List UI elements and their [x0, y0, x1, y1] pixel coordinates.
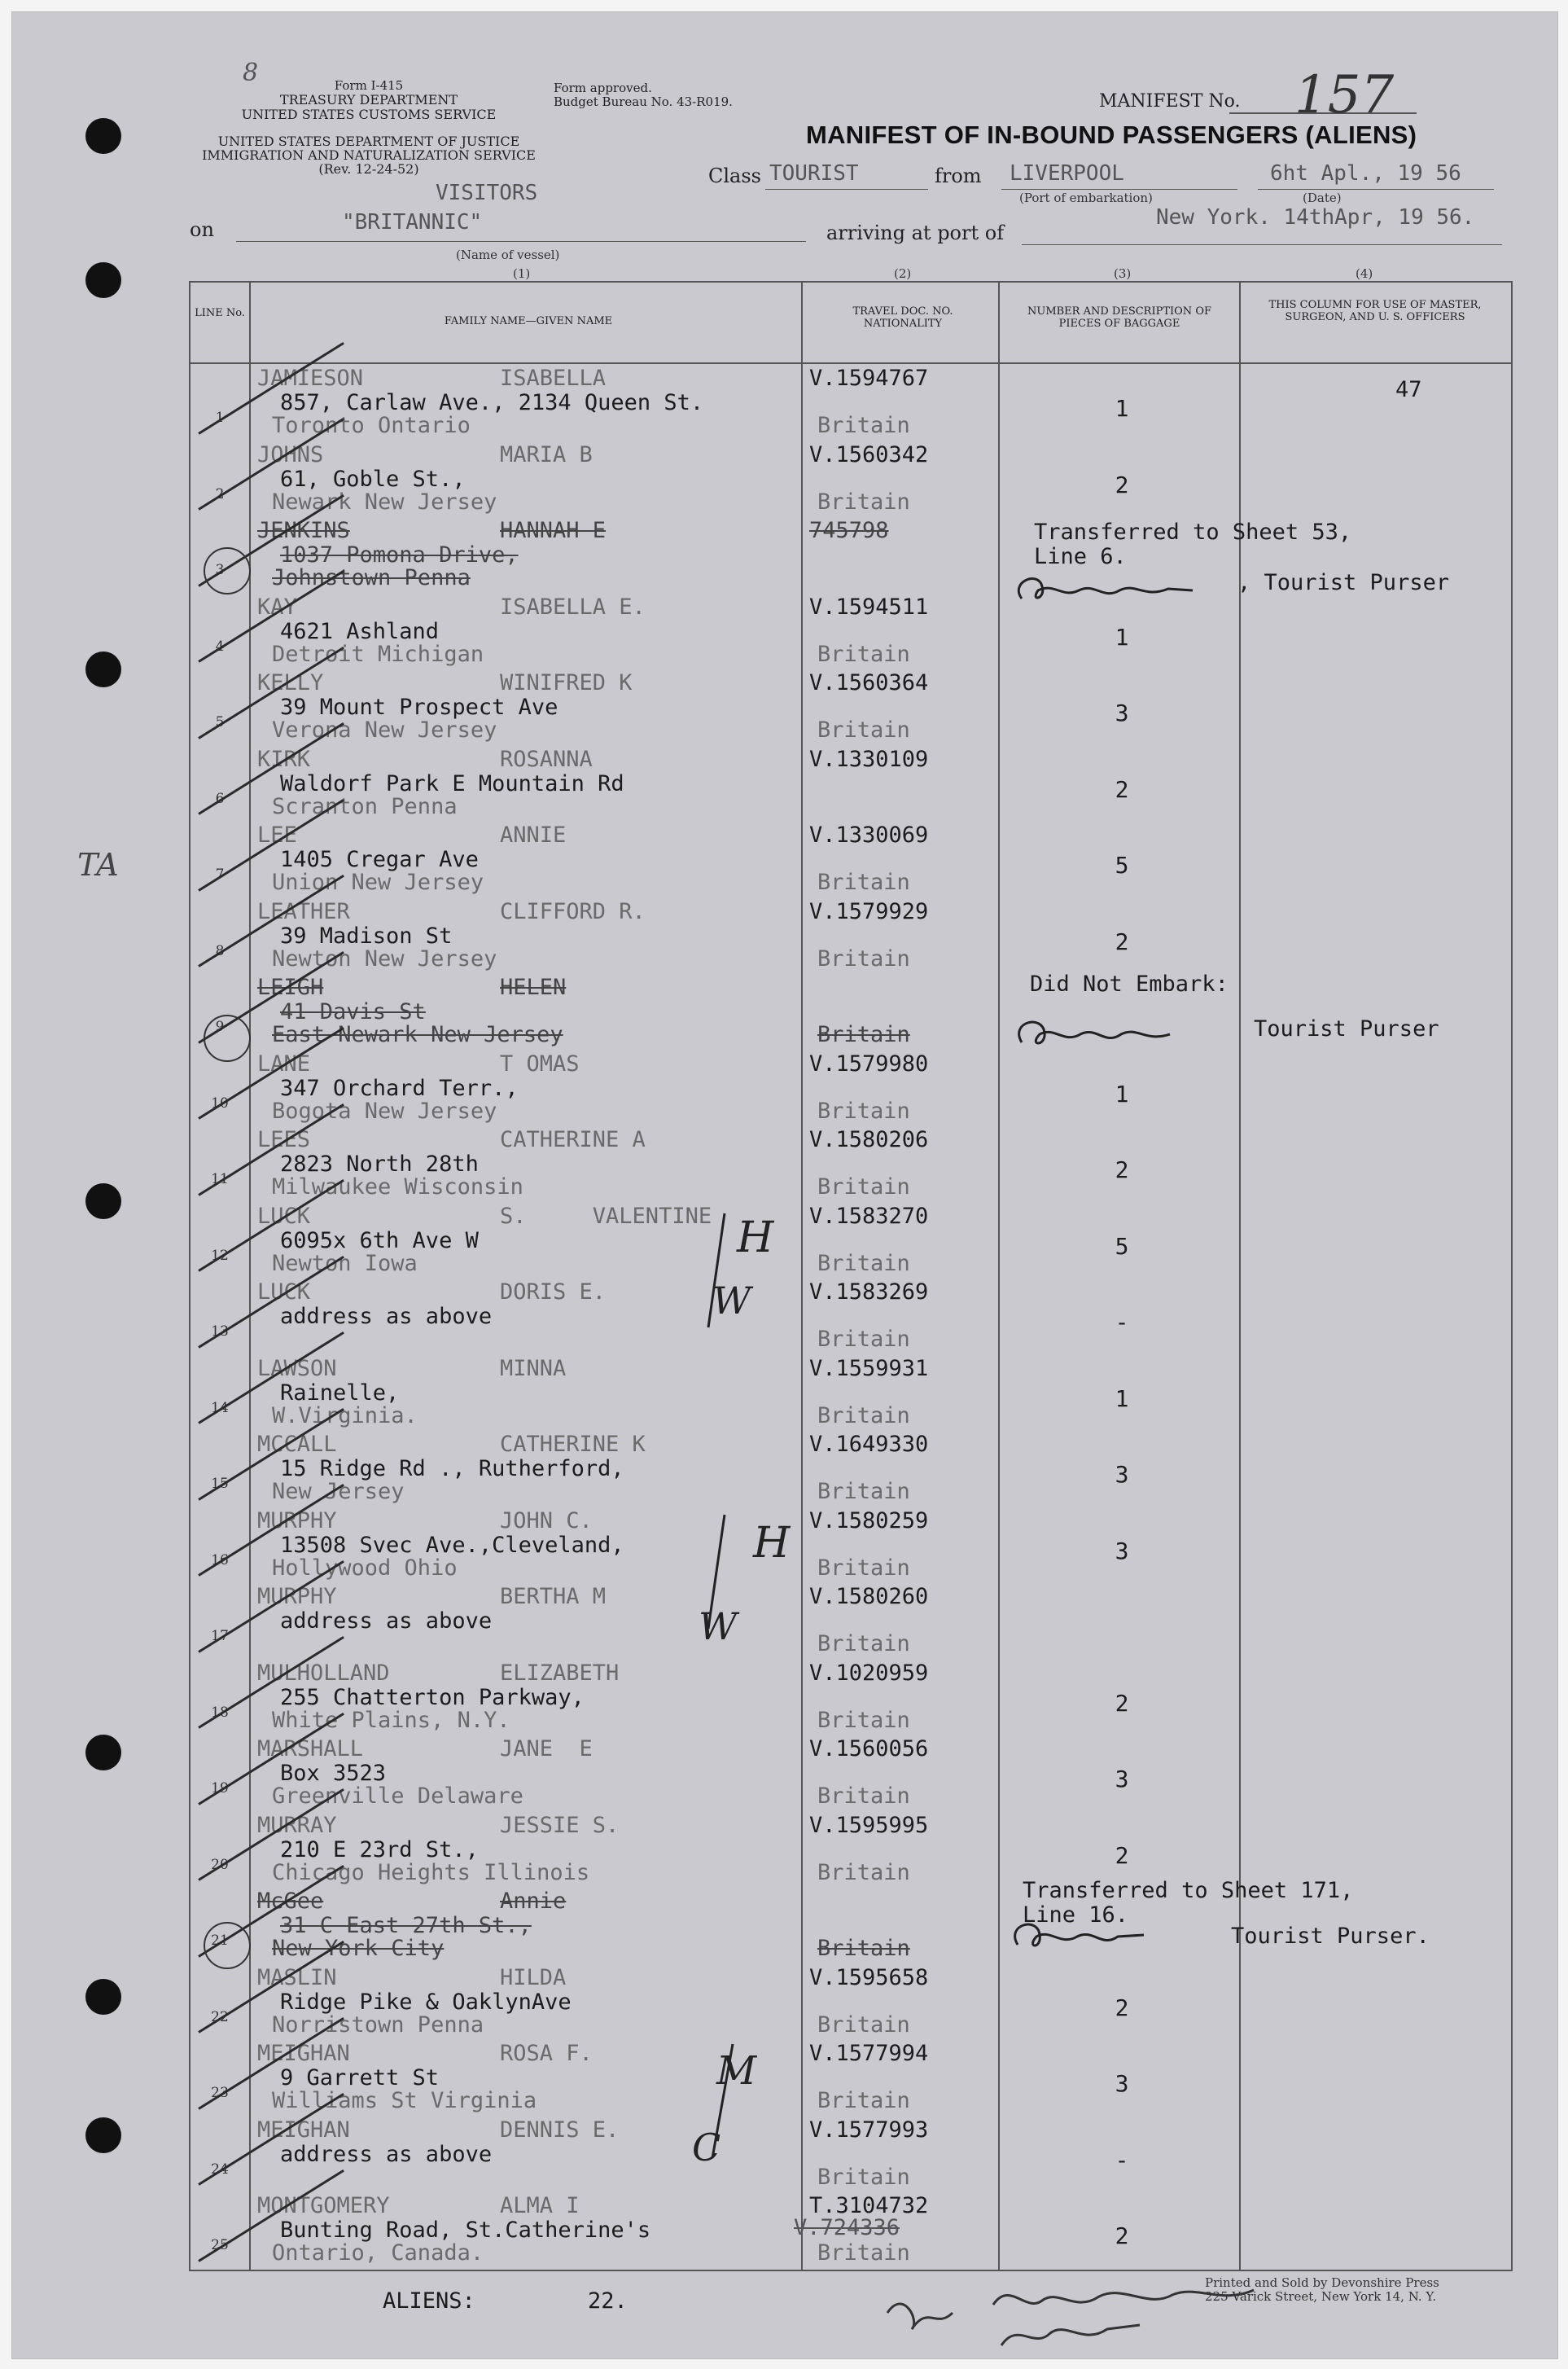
table-row	[191, 2114, 1511, 2191]
table-row	[191, 819, 1511, 896]
binder-hole	[85, 1979, 121, 2015]
inspector-signature	[879, 2256, 1335, 2354]
address-line-1: 41 Davis St	[280, 999, 426, 1024]
column-number-4: (4)	[1356, 266, 1373, 281]
given-name: WINIFRED K	[500, 670, 633, 695]
address-line-2: Hollywood Ohio	[272, 1555, 458, 1581]
table-row	[191, 1657, 1511, 1734]
given-name: Annie	[500, 1889, 567, 1914]
address-line-1: Ridge Pike & OaklynAve	[280, 1989, 572, 2015]
address-line-1: 61, Goble St.,	[280, 466, 466, 492]
given-name: ROSANNA	[500, 746, 593, 772]
family-name: KELLY	[257, 670, 324, 695]
family-name: McGee	[257, 1889, 324, 1914]
address-line-1: 1037 Pomona Drive,	[280, 542, 519, 568]
printer-line-2: 225 Varick Street, New York 14, N. Y.	[1205, 2289, 1437, 2304]
address-line-2: Newton New Jersey	[272, 945, 497, 972]
baggage-count: -	[1115, 1309, 1129, 1336]
binder-hole	[85, 262, 121, 298]
justice-line-2: IMMIGRATION AND NATURALIZATION SERVICE	[202, 147, 536, 163]
vessel-name: "BRITANNIC"	[342, 210, 483, 235]
baggage-count: 3	[1115, 1537, 1129, 1564]
baggage-count: 2	[1115, 471, 1129, 498]
baggage-count: 3	[1115, 2070, 1129, 2097]
nationality: Britain	[817, 489, 910, 515]
given-name: JANE E	[500, 1736, 593, 1761]
line-number: 2	[215, 485, 225, 502]
transfer-line-note: Line 6.	[1034, 544, 1127, 569]
baggage-count: 2	[1115, 1841, 1129, 1869]
vessel-caption: (Name of vessel)	[456, 248, 560, 262]
baggage-count: 3	[1115, 700, 1129, 726]
line-number: 1	[215, 410, 225, 426]
address-line-1: Rainelle,	[280, 1380, 400, 1406]
address-line-2: Norristown Penna	[272, 2011, 484, 2038]
address-line-2: Johnstown Penna	[272, 565, 471, 590]
class-underline	[765, 189, 928, 190]
address-line-1: 857, Carlaw Ave., 2134 Queen St.	[280, 390, 704, 415]
table-row	[191, 1962, 1511, 2038]
nationality: Britain	[817, 1555, 910, 1581]
nationality: Britain	[817, 1707, 910, 1733]
customs-service: UNITED STATES CUSTOMS SERVICE	[241, 107, 497, 122]
baggage-count: 1	[1115, 623, 1129, 651]
baggage-count: 1	[1115, 1080, 1129, 1108]
line-number: 17	[211, 1628, 229, 1644]
vessel-underline	[236, 241, 806, 242]
port-of-embarkation: LIVERPOOL	[1010, 161, 1124, 186]
travel-document-number: V.1560342	[809, 441, 929, 467]
family-name: LAWSON	[257, 1355, 337, 1381]
header-baggage: NUMBER AND DESCRIPTION OF PIECES OF BAGGAGE	[1027, 305, 1211, 330]
family-name: MASLIN	[257, 1964, 337, 1990]
given-name: DENNIS E.	[500, 2117, 620, 2143]
justice-department-block	[194, 134, 544, 176]
handwritten-mark-h: H	[737, 1213, 774, 1262]
embarkation-date: 6ht Apl., 19 56	[1270, 161, 1461, 186]
form-approval	[554, 81, 733, 109]
nationality: Britain	[817, 1402, 910, 1428]
address-line-2: Detroit Michigan	[272, 641, 484, 667]
address-line-1: address as above	[280, 1608, 493, 1634]
table-row	[191, 1810, 1511, 1886]
visitors-stamp: VISITORS	[436, 181, 538, 205]
budget-bureau-line: Budget Bureau No. 43-R019.	[554, 94, 733, 109]
travel-document-number: V.1595658	[809, 1964, 929, 1990]
transfer-line-note: Line 16.	[1023, 1902, 1129, 1928]
address-line-2: Chicago Heights Illinois	[272, 1859, 590, 1885]
travel-document-number: V.1330109	[809, 746, 929, 772]
address-line-2: W.Virginia.	[272, 1402, 418, 1428]
travel-document-number: V.1579980	[809, 1051, 929, 1077]
table-row	[191, 1733, 1511, 1810]
family-name: MONTGOMERY	[257, 2193, 390, 2218]
header-name: FAMILY NAME—GIVEN NAME	[444, 315, 613, 327]
family-name: LEE	[257, 823, 297, 848]
given-name: JOHN C.	[500, 1507, 593, 1533]
address-line-1: Waldorf Park E Mountain Rd	[280, 770, 624, 796]
address-line-1: 9 Garrett St	[280, 2065, 440, 2090]
column-number-1: (1)	[513, 266, 531, 281]
family-name: MEIGHAN	[257, 2117, 350, 2143]
aliens-count: 22.	[588, 2288, 628, 2314]
family-name: MEIGHAN	[257, 2041, 350, 2066]
family-name: LANE	[257, 1051, 311, 1077]
line-number: 22	[211, 2008, 229, 2025]
line-number: 21	[211, 1932, 229, 1949]
table-row	[191, 1581, 1511, 1657]
handwritten-mark-c: C	[692, 2126, 721, 2169]
address-line-2: East Newark New Jersey	[272, 1022, 563, 1047]
travel-document-number: V.1330069	[809, 823, 929, 848]
binder-hole	[85, 1183, 121, 1219]
arrival-port-date: New York. 14thApr, 19 56.	[1156, 205, 1475, 230]
line-number: 13	[211, 1323, 229, 1340]
table-row	[191, 744, 1511, 820]
nationality: Britain	[817, 641, 910, 667]
table-row	[191, 1505, 1511, 1582]
travel-document-number: V.1649330	[809, 1432, 929, 1457]
given-name: BERTHA M	[500, 1584, 607, 1609]
address-line-1: 4621 Ashland	[280, 618, 440, 644]
approval-line: Form approved.	[554, 81, 652, 95]
nationality: Britain	[817, 1479, 910, 1504]
handwritten-mark-w: W	[712, 1279, 751, 1323]
travel-document-number: V.1559931	[809, 1355, 929, 1381]
baggage-count: 5	[1115, 1232, 1129, 1260]
nationality: Britain	[817, 2011, 910, 2038]
nationality: Britain	[817, 2164, 910, 2190]
address-line-2: Bogota New Jersey	[272, 1098, 497, 1124]
family-name: LEES	[257, 1127, 311, 1152]
travel-document-number: V.1594767	[809, 366, 929, 391]
purser-signature	[1005, 1912, 1168, 1961]
nationality: Britain	[817, 1098, 910, 1124]
handwritten-slashes	[676, 1205, 806, 1759]
table-row	[191, 591, 1511, 668]
on-label: on	[190, 218, 214, 241]
given-name: ROSA F.	[500, 2041, 593, 2066]
header-line-no: LINE No.	[195, 307, 245, 319]
address-line-1: 15 Ridge Rd ., Rutherford,	[280, 1456, 624, 1481]
transfer-note: Transferred to Sheet 171,	[1023, 1878, 1354, 1903]
address-line-1: Box 3523	[280, 1761, 387, 1786]
family-name: MURRAY	[257, 1812, 337, 1838]
address-line-2: Newton Iowa	[272, 1250, 418, 1276]
table-row	[191, 362, 1511, 439]
baggage-count: 2	[1115, 928, 1129, 955]
travel-document-number: V.1580260	[809, 1584, 929, 1609]
nationality: Britain	[817, 1631, 910, 1656]
form-number: Form I-415	[334, 78, 404, 93]
family-name: MARSHALL	[257, 1736, 364, 1761]
travel-document-number: V.1560364	[809, 670, 929, 695]
line-number: 9	[215, 1019, 225, 1035]
travel-document-number: V.1577993	[809, 2117, 929, 2143]
arrival-underline	[1022, 244, 1502, 245]
line-number: 10	[211, 1095, 229, 1112]
family-name: MURPHY	[257, 1584, 337, 1609]
given-name: ISABELLA	[500, 366, 607, 391]
line-number: 14	[211, 1399, 229, 1416]
table-row	[191, 1048, 1511, 1125]
justice-line-3: (Rev. 12-24-52)	[318, 161, 419, 177]
address-line-2: Toronto Ontario	[272, 413, 471, 438]
address-line-1: 255 Chatterton Parkway,	[280, 1684, 585, 1710]
address-line-2: Williams St Virginia	[272, 2088, 537, 2113]
justice-line-1: UNITED STATES DEPARTMENT OF JUSTICE	[217, 134, 520, 149]
class-label: Class	[708, 165, 761, 187]
line-number: 11	[211, 1171, 229, 1187]
family-name: KIRK	[257, 746, 311, 772]
binder-hole	[85, 118, 121, 154]
given-name: ANNIE	[500, 823, 567, 848]
baggage-count: 1	[1115, 395, 1129, 422]
address-line-1: 347 Orchard Terr.,	[280, 1075, 519, 1101]
travel-document-number: V.1560056	[809, 1736, 929, 1761]
date-underline	[1258, 189, 1494, 190]
line-number: 25	[211, 2237, 229, 2253]
nationality: Britain	[817, 1936, 910, 1961]
address-line-1: address as above	[280, 1304, 493, 1329]
family-name: MURPHY	[257, 1507, 337, 1533]
address-line-2: Verona New Jersey	[272, 717, 497, 743]
given-name: DORIS E.	[500, 1279, 607, 1305]
manifest-number-label: MANIFEST No.	[1099, 91, 1241, 112]
address-line-1: 210 E 23rd St.,	[280, 1836, 479, 1862]
baggage-count: 2	[1115, 775, 1129, 803]
table-row	[191, 2038, 1511, 2114]
handwritten-mark-h: H	[753, 1519, 791, 1568]
address-line-2: New York City	[272, 1936, 445, 1961]
line-number: 23	[211, 2085, 229, 2101]
family-name: JAMIESON	[257, 366, 364, 391]
address-line-1: 39 Mount Prospect Ave	[280, 695, 558, 720]
given-name: MINNA	[500, 1355, 567, 1381]
table-row	[191, 667, 1511, 744]
travel-document-number: 745798	[809, 518, 889, 543]
line-number: 8	[215, 942, 225, 959]
address-line-1: 13508 Svec Ave.,Cleveland,	[280, 1532, 624, 1558]
address-line-1: Bunting Road, St.Catherine's	[280, 2218, 651, 2243]
address-line-2: Milwaukee Wisconsin	[272, 1174, 523, 1200]
nationality: Britain	[817, 945, 910, 972]
travel-document-number: V.1020959	[809, 1660, 929, 1686]
purser-signature	[1005, 1010, 1233, 1059]
address-line-2: Newark New Jersey	[272, 489, 497, 515]
given-name: CATHERINE K	[500, 1432, 646, 1457]
given-name: HELEN	[500, 975, 567, 1000]
line-number: 4	[215, 638, 225, 655]
class-value: TOURIST	[769, 161, 859, 186]
arriving-label: arriving at port of	[826, 222, 1005, 244]
nationality: Britain	[817, 1327, 910, 1352]
line-number: 12	[211, 1247, 229, 1264]
travel-document-number: V.1594511	[809, 594, 929, 620]
printer-line-1: Printed and Sold by Devonshire Press	[1205, 2275, 1439, 2290]
baggage-count: 2	[1115, 1994, 1129, 2021]
purser-signature	[1005, 566, 1233, 615]
baggage-count: 1	[1115, 1384, 1129, 1412]
address-line-2: Ontario, Canada.	[272, 2240, 484, 2266]
table-row	[191, 896, 1511, 972]
given-name: S. VALENTINE	[500, 1203, 712, 1229]
purser-title: Tourist Purser.	[1231, 1924, 1430, 1949]
struck-document-number: V.724336	[794, 2215, 900, 2240]
nationality: Britain	[817, 1174, 910, 1200]
line-number: 3	[215, 562, 225, 578]
column-number-3: (3)	[1114, 266, 1132, 281]
travel-document-number: T.3104732	[809, 2193, 929, 2218]
nationality: Britain	[817, 1859, 910, 1885]
travel-document-number: V.1595995	[809, 1812, 929, 1838]
binder-hole	[85, 651, 121, 687]
given-name: ELIZABETH	[500, 1660, 620, 1686]
given-name: CLIFFORD R.	[500, 898, 646, 924]
nationality: Britain	[817, 1250, 910, 1276]
travel-document-number: V.1583269	[809, 1279, 929, 1305]
family-name: LEATHER	[257, 898, 350, 924]
address-line-1: 39 Madison St	[280, 923, 453, 949]
handwritten-mark-ta: TA	[77, 847, 119, 883]
travel-document-number: V.1580259	[809, 1507, 929, 1533]
baggage-count: 2	[1115, 1156, 1129, 1183]
table-row	[191, 1200, 1511, 1277]
given-name: JESSIE S.	[500, 1812, 620, 1838]
header-travel-doc: TRAVEL DOC. NO. NATIONALITY	[852, 305, 953, 330]
given-name: ISABELLA E.	[500, 594, 646, 620]
address-line-2: Union New Jersey	[272, 870, 484, 895]
address-line-2: Greenville Delaware	[272, 1783, 523, 1809]
table-row	[191, 1428, 1511, 1505]
family-name: MULHOLLAND	[257, 1660, 390, 1686]
travel-document-number: V.1580206	[809, 1127, 929, 1152]
cancelled-line-circle	[204, 1015, 251, 1062]
table-row	[191, 1124, 1511, 1200]
line-number: 18	[211, 1704, 229, 1721]
given-name: CATHERINE A	[500, 1127, 646, 1152]
line-number: 24	[211, 2161, 229, 2178]
header-officers: THIS COLUMN FOR USE OF MASTER, SURGEON, AND U. S. OFFICERS	[1268, 299, 1482, 323]
date-caption: (Date)	[1303, 191, 1342, 205]
travel-document-number: V.1579929	[809, 898, 929, 924]
transfer-note: Transferred to Sheet 53,	[1034, 520, 1352, 545]
baggage-count: 3	[1115, 1461, 1129, 1488]
address-line-1: 6095x 6th Ave W	[280, 1227, 479, 1253]
address-line-1: address as above	[280, 2141, 493, 2167]
travel-document-number: V.1577994	[809, 2041, 929, 2066]
nationality: Britain	[817, 1022, 910, 1047]
address-line-1: 31 C East 27th St.,	[280, 1913, 532, 1938]
nationality: Britain	[817, 2240, 910, 2266]
line-number: 5	[215, 714, 225, 730]
family-name: JENKINS	[257, 518, 350, 543]
address-line-2: New Jersey	[272, 1479, 405, 1504]
port-caption: (Port of embarkation)	[1019, 191, 1153, 205]
family-name: KAY	[257, 594, 297, 620]
manifest-number-value: 157	[1294, 65, 1395, 125]
line-number: 19	[211, 1780, 229, 1796]
nationality: Britain	[817, 717, 910, 743]
line-number: 16	[211, 1551, 229, 1568]
address-line-1: 1405 Cregar Ave	[280, 847, 479, 872]
table-row	[191, 439, 1511, 515]
column-number-2: (2)	[894, 266, 912, 281]
family-name: LUCK	[257, 1279, 311, 1305]
line-number: 7	[215, 866, 225, 883]
line-number: 15	[211, 1476, 229, 1492]
family-name: MCCALL	[257, 1432, 337, 1457]
given-name: MARIA B	[500, 441, 593, 467]
given-name: HANNAH E	[500, 518, 607, 543]
address-line-2: Scranton Penna	[272, 793, 458, 819]
cancelled-line-circle	[204, 547, 251, 594]
cancelled-line-circle	[204, 1922, 251, 1969]
address-line-1: 2823 North 28th	[280, 1152, 479, 1177]
baggage-count: -	[1115, 2146, 1129, 2174]
binder-hole	[85, 2117, 121, 2153]
family-name: LEIGH	[257, 975, 324, 1000]
given-name: ALMA I	[500, 2193, 580, 2218]
baggage-count: 2	[1115, 2222, 1129, 2249]
officer-note: 47	[1395, 377, 1422, 402]
nationality: Britain	[817, 870, 910, 895]
baggage-count: 3	[1115, 1766, 1129, 1792]
form-identification	[194, 78, 544, 122]
table-row	[191, 1353, 1511, 1429]
table-row	[191, 1276, 1511, 1353]
given-name: HILDA	[500, 1964, 567, 1990]
line-number: 20	[211, 1856, 229, 1873]
handwritten-mark-w: W	[699, 1604, 738, 1648]
nationality: Britain	[817, 413, 910, 438]
purser-title: Tourist Purser	[1254, 1016, 1439, 1042]
from-label: from	[935, 165, 982, 187]
not-embarked-note: Did Not Embark:	[1030, 972, 1229, 997]
treasury-department: TREASURY DEPARTMENT	[279, 92, 458, 107]
port-underline	[1001, 189, 1237, 190]
handwritten-page-mark: 8	[243, 59, 259, 87]
binder-hole	[85, 1735, 121, 1770]
family-name: LUCK	[257, 1203, 311, 1229]
page-title: MANIFEST OF IN-BOUND PASSENGERS (ALIENS)	[806, 121, 1417, 149]
nationality: Britain	[817, 1783, 910, 1809]
purser-title: , Tourist Purser	[1237, 570, 1450, 595]
travel-document-number: V.1583270	[809, 1203, 929, 1229]
handwritten-slash	[676, 2036, 773, 2199]
nationality: Britain	[817, 2088, 910, 2113]
family-name: JOHNS	[257, 441, 324, 467]
address-line-2: White Plains, N.Y.	[272, 1707, 510, 1733]
line-number: 6	[215, 790, 225, 807]
baggage-count: 5	[1115, 852, 1129, 879]
given-name: T OMAS	[500, 1051, 580, 1077]
aliens-label: ALIENS:	[383, 2288, 475, 2314]
handwritten-mark-m: M	[716, 2048, 757, 2094]
baggage-count: 2	[1115, 1689, 1129, 1717]
